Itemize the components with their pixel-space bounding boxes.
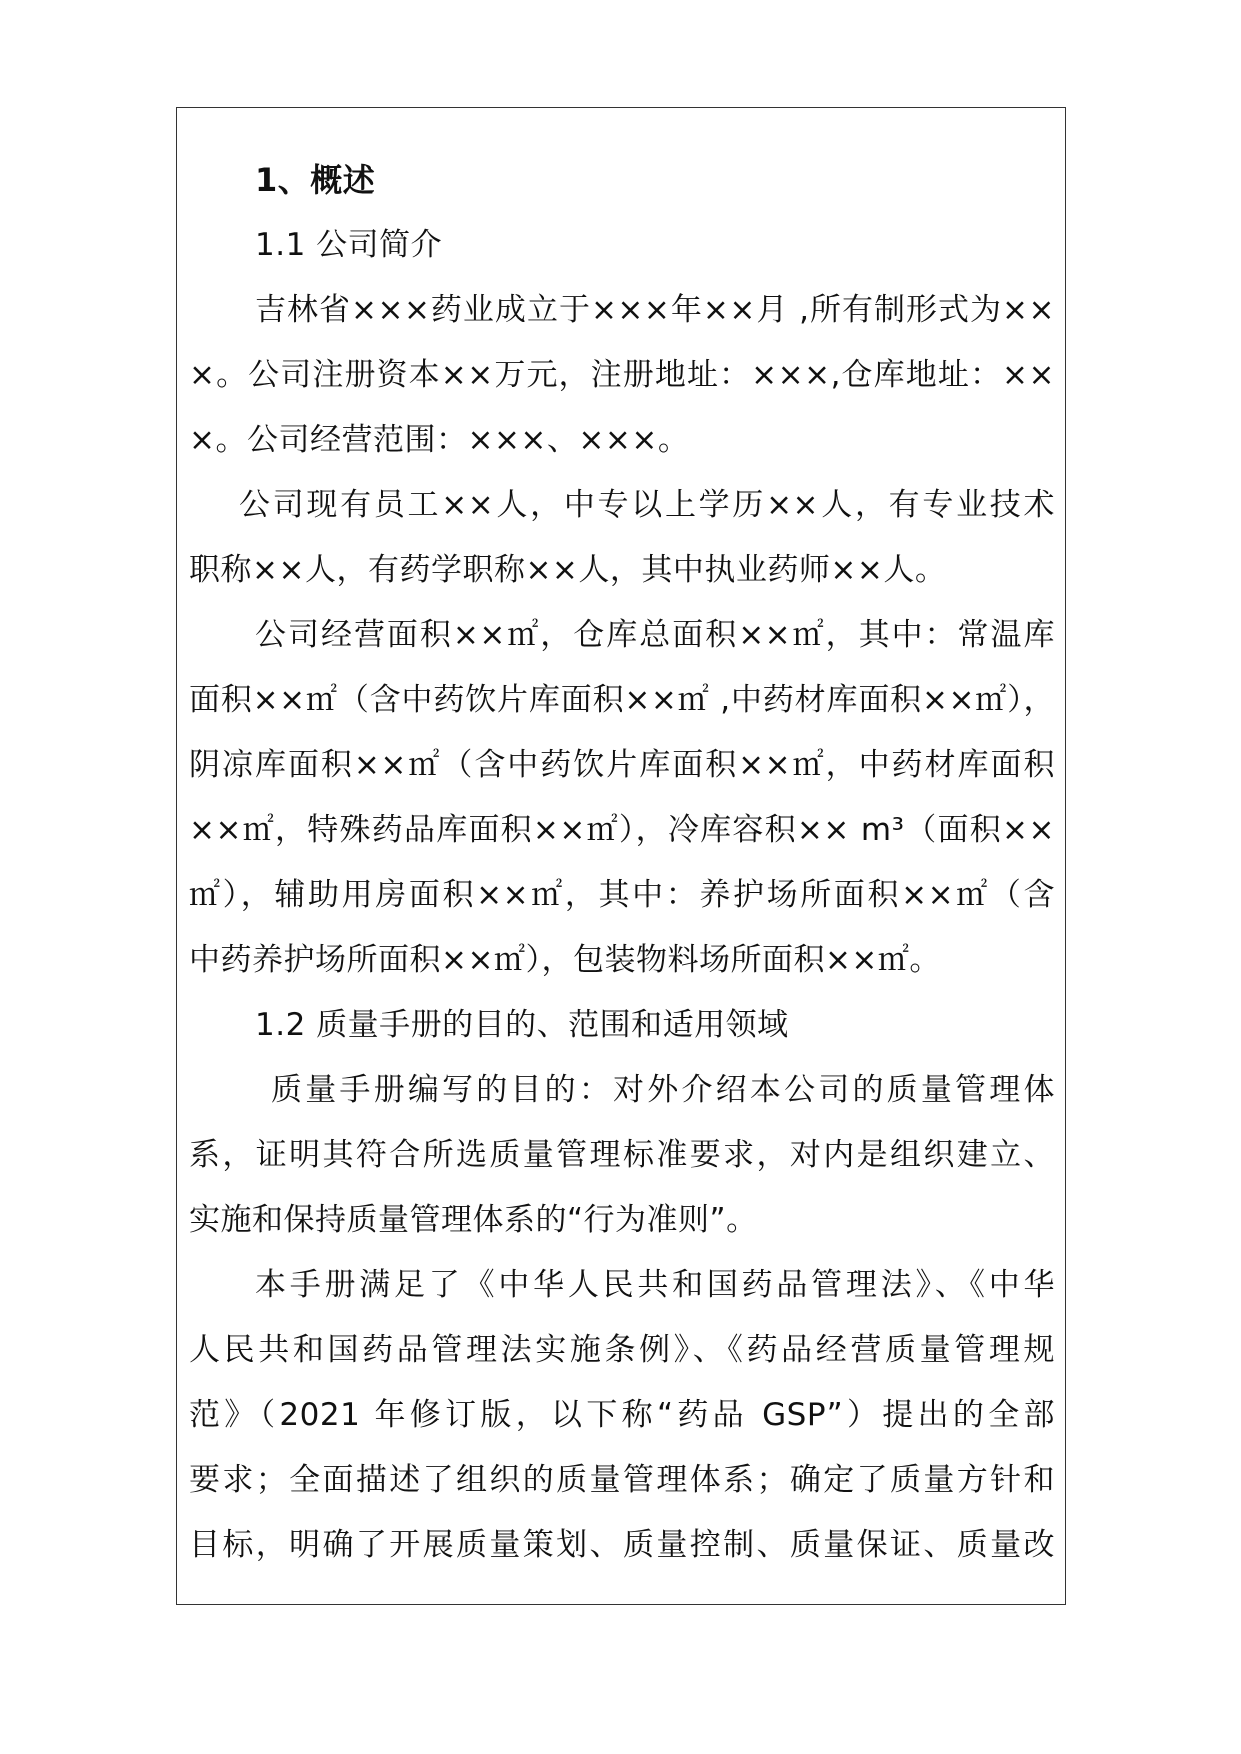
paragraph-line: 系，证明其符合所选质量管理标准要求，对内是组织建立、 (189, 1137, 1055, 1173)
paragraph-line: 范》（2021 年修订版，以下称“药品 GSP”）提出的全部 (189, 1397, 1055, 1433)
paragraph-line: 阴凉库面积××㎡（含中药饮片库面积××㎡，中药材库面积 (189, 747, 1055, 783)
subsection-heading-manual-purpose: 1.2 质量手册的目的、范围和适用领域 (255, 1007, 789, 1043)
section-heading-overview: 1、概述 (255, 161, 376, 199)
paragraph-line: 吉林省×××药业成立于×××年××月 ,所有制形式为×× (255, 292, 1055, 328)
paragraph-line: ××㎡，特殊药品库面积××㎡），冷库容积×× m³（面积×× (189, 812, 1055, 848)
subsection-heading-company-profile: 1.1 公司简介 (255, 227, 443, 263)
paragraph-line: 质量手册编写的目的：对外介绍本公司的质量管理体 (271, 1072, 1055, 1108)
paragraph-line: 目标，明确了开展质量策划、质量控制、质量保证、质量改 (189, 1527, 1055, 1563)
paragraph-line: 要求；全面描述了组织的质量管理体系；确定了质量方针和 (189, 1462, 1055, 1498)
paragraph-line: ㎡），辅助用房面积××㎡，其中：养护场所面积××㎡（含 (189, 877, 1055, 913)
document-body (189, 148, 1055, 1578)
paragraph-line: 实施和保持质量管理体系的“行为准则”。 (189, 1202, 758, 1238)
paragraph-line: 人民共和国药品管理法实施条例》、《药品经营质量管理规 (189, 1332, 1055, 1368)
paragraph-line: ×。公司经营范围：×××、×××。 (189, 422, 690, 458)
paragraph-line: 公司现有员工××人，中专以上学历××人，有专业技术 (239, 487, 1055, 523)
paragraph-line: 中药养护场所面积××㎡），包装物料场所面积××㎡。 (189, 942, 941, 978)
paragraph-line: 本手册满足了《中华人民共和国药品管理法》、《中华 (255, 1267, 1055, 1303)
paragraph-line: ×。公司注册资本××万元，注册地址：×××,仓库地址：×× (189, 357, 1055, 393)
paragraph-line: 职称××人，有药学职称××人，其中执业药师××人。 (189, 552, 947, 588)
paragraph-line: 公司经营面积××㎡，仓库总面积××㎡，其中：常温库 (255, 617, 1055, 653)
paragraph-line: 面积××㎡（含中药饮片库面积××㎡ ,中药材库面积××㎡）， (189, 682, 1055, 718)
document-frame (176, 107, 1066, 1605)
